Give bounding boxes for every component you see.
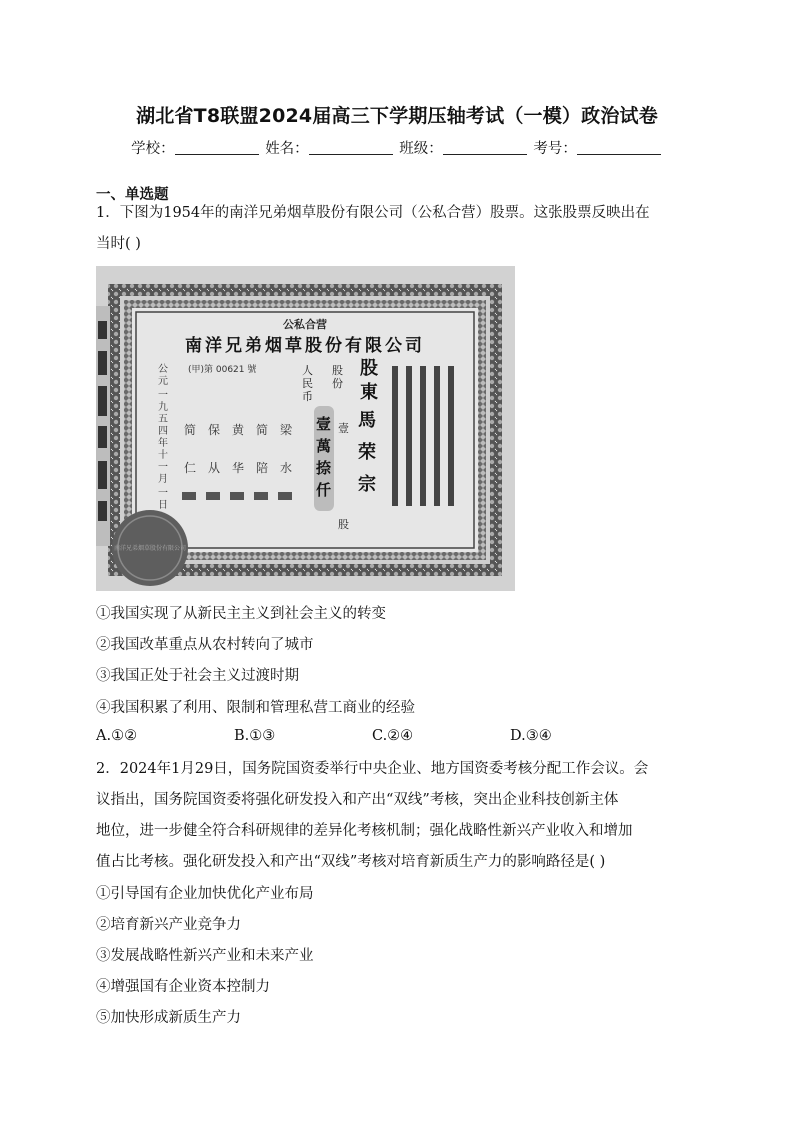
svg-text:简: 简 [184, 423, 197, 437]
stamp-text: 南洋兄弟烟草股份有限公司 [113, 545, 187, 552]
certificate-company-name: 南洋兄弟烟草股份有限公司 [185, 336, 425, 356]
question-1-option: ①我国实现了从新民主主义到社会主义的转变 [96, 606, 386, 622]
svg-text:月: 月 [158, 474, 168, 485]
section-heading: 一、单选题 [96, 187, 169, 203]
svg-text:黄: 黄 [232, 423, 245, 437]
school-label: 学校： [131, 141, 175, 157]
question-2-option: ③发展战略性新兴产业和未来产业 [96, 948, 314, 964]
svg-text:股: 股 [338, 518, 349, 531]
certificate-header-small: 公私合营 [283, 318, 327, 331]
question-1-stem [96, 198, 700, 260]
svg-text:梁: 梁 [280, 423, 293, 437]
page-title: 湖北省T8联盟2024届高三下学期压轴考试（一模）政治试卷 [136, 105, 658, 127]
svg-text:九: 九 [158, 402, 168, 413]
class-blank[interactable] [443, 140, 527, 155]
svg-text:从: 从 [208, 461, 221, 475]
svg-text:简: 简 [256, 423, 269, 437]
svg-text:一: 一 [158, 390, 168, 401]
question-2-option: ⑤加快形成新质生产力 [96, 1010, 241, 1026]
exam-number-label: 考号： [533, 141, 577, 157]
svg-text:十: 十 [158, 450, 168, 461]
svg-text:一: 一 [158, 462, 168, 473]
svg-text:仟: 仟 [316, 481, 332, 499]
svg-text:年: 年 [158, 438, 168, 449]
svg-text:馬: 馬 [358, 410, 376, 431]
svg-text:東: 東 [360, 382, 378, 403]
svg-text:捺: 捺 [316, 459, 332, 477]
svg-text:股: 股 [332, 364, 343, 377]
svg-text:日: 日 [158, 500, 168, 511]
choice-d[interactable]: D.③④ [510, 728, 552, 744]
question-2-option: ①引导国有企业加快优化产业布局 [96, 886, 314, 902]
svg-text:仁: 仁 [184, 461, 197, 475]
svg-text:一: 一 [158, 488, 168, 499]
certificate-serial: (甲)第 00621 號 [188, 365, 257, 375]
name-label: 姓名： [265, 141, 309, 157]
svg-text:水: 水 [280, 461, 293, 475]
student-info-line [0, 137, 794, 158]
svg-text:宗: 宗 [358, 474, 376, 495]
question-2-line: 议指出，国务院国资委将强化研发投入和产出“双线”考核，突出企业科技创新主体 [96, 792, 619, 808]
svg-text:份: 份 [332, 377, 343, 390]
svg-text:民: 民 [302, 377, 313, 390]
svg-text:荣: 荣 [358, 442, 376, 463]
svg-text:币: 币 [302, 390, 313, 403]
svg-text:股: 股 [360, 358, 378, 379]
question-2-line: 值占比考核。强化研发投入和产出“双线”考核对培育新质生产力的影响路径是( ) [96, 854, 606, 870]
svg-text:四: 四 [158, 426, 168, 437]
svg-text:陪: 陪 [256, 461, 269, 475]
svg-text:华: 华 [232, 461, 245, 475]
choice-a[interactable]: A.①② [96, 728, 138, 744]
svg-text:五: 五 [158, 414, 168, 425]
question-1-option: ②我国改革重点从农村转向了城市 [96, 637, 314, 653]
question-2-option: ②培育新兴产业竞争力 [96, 917, 241, 933]
svg-text:元: 元 [158, 376, 168, 387]
question-1-line: 1．下图为1954年的南洋兄弟烟草股份有限公司（公私合营）股票。这张股票反映出在 [96, 205, 650, 221]
svg-text:公: 公 [158, 364, 168, 375]
svg-text:萬: 萬 [316, 437, 332, 455]
class-label: 班级： [399, 141, 443, 157]
question-2-line: 地位，进一步健全符合科研规律的差异化考核机制；强化战略性新兴产业收入和增加 [96, 823, 633, 839]
stock-certificate-image [96, 266, 515, 591]
choice-c[interactable]: C.②④ [372, 728, 414, 744]
exam-number-blank[interactable] [577, 140, 661, 155]
question-2-option: ④增强国有企业资本控制力 [96, 979, 270, 995]
svg-text:保: 保 [208, 423, 221, 437]
question-1-option: ④我国积累了利用、限制和管理私营工商业的经验 [96, 700, 415, 716]
svg-text:壹: 壹 [316, 415, 332, 433]
choice-b[interactable]: B.①③ [234, 728, 276, 744]
question-1-option: ③我国正处于社会主义过渡时期 [96, 668, 299, 684]
question-1-line: 当时( ) [96, 236, 141, 252]
question-2-stem [96, 754, 700, 878]
school-blank[interactable] [175, 140, 259, 155]
question-2-line: 2．2024年1月29日，国务院国资委举行中央企业、地方国资委考核分配工作会议。会 [96, 761, 649, 777]
name-blank[interactable] [309, 140, 393, 155]
svg-text:壹: 壹 [338, 422, 349, 435]
svg-text:人: 人 [302, 364, 313, 377]
